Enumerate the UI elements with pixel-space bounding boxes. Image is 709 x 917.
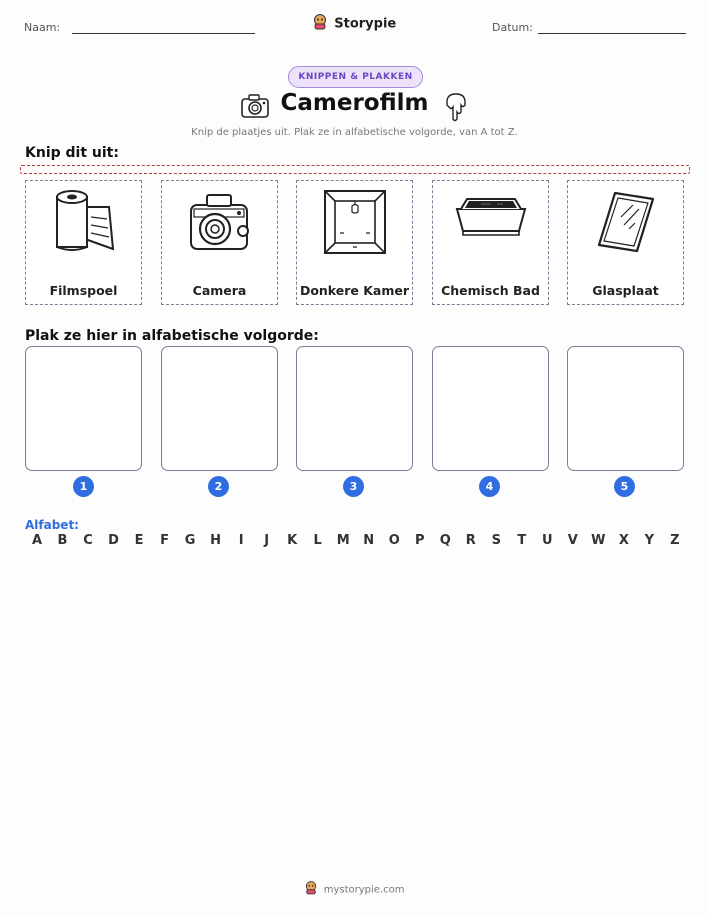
alphabet-letter: H [210, 533, 222, 548]
alphabet-letter: F [160, 533, 170, 548]
slot-number-badge: 1 [73, 476, 94, 497]
alphabet-letter: Z [670, 533, 680, 548]
paste-slot-3[interactable] [296, 346, 413, 471]
slot-number-badge: 2 [208, 476, 229, 497]
dark-room-icon [297, 187, 412, 261]
date-line[interactable] [538, 33, 686, 34]
alphabet-letter: P [414, 533, 425, 548]
alphabet-letter: E [134, 533, 144, 548]
alphabet-letter: K [287, 533, 298, 548]
cut-card-donkere-kamer[interactable] [296, 180, 413, 305]
cut-line [20, 165, 690, 174]
alphabet-letter: C [83, 533, 93, 548]
alphabet-heading: Alfabet: [25, 518, 79, 532]
chemical-bath-icon [433, 187, 548, 261]
storypie-logo-icon [305, 881, 317, 898]
alphabet-letter: L [313, 533, 322, 548]
alphabet-letter: A [31, 533, 43, 548]
alphabet-letter: M [336, 533, 350, 548]
slot-number-badge: 5 [614, 476, 635, 497]
paste-slot-2[interactable] [161, 346, 278, 471]
alphabet-letter: D [108, 533, 119, 548]
alphabet-letter: R [465, 533, 476, 548]
alphabet-letter: Q [439, 533, 451, 548]
cut-card-glasplaat[interactable] [567, 180, 684, 305]
cut-card-filmspoel[interactable] [25, 180, 142, 305]
paste-slot-4[interactable] [432, 346, 549, 471]
alphabet-letter: G [184, 533, 196, 548]
footer [0, 881, 709, 898]
alphabet-letter: U [542, 533, 553, 548]
storypie-logo-icon [313, 14, 327, 34]
paste-slot-5[interactable] [567, 346, 684, 471]
alphabet-letter: O [388, 533, 400, 548]
alphabet-letter: I [238, 533, 244, 548]
alphabet-row [26, 533, 686, 548]
name-label: Naam: [24, 21, 61, 34]
alphabet-letter: S [491, 533, 501, 548]
slot-number-badge: 3 [343, 476, 364, 497]
worksheet-type-badge: KNIPPEN & PLAKKEN [288, 66, 423, 88]
slot-number-badge: 4 [479, 476, 500, 497]
card-label: Glasplaat [592, 283, 659, 298]
camera-icon [162, 187, 277, 261]
film-roll-icon [26, 187, 141, 261]
alphabet-letter: T [517, 533, 527, 548]
alphabet-letter: Y [644, 533, 655, 548]
alphabet-letter: B [57, 533, 68, 548]
glass-plate-icon [568, 187, 683, 261]
cut-card-camera[interactable] [161, 180, 278, 305]
footer-url[interactable]: mystorypie.com [323, 884, 405, 896]
paste-slot-1[interactable] [25, 346, 142, 471]
alphabet-letter: N [363, 533, 375, 548]
brand-name: Storypie [334, 16, 397, 32]
paste-section-heading: Plak ze hier in alfabetische volgorde: [25, 328, 319, 344]
alphabet-letter: W [591, 533, 606, 548]
cut-section-heading: Knip dit uit: [25, 145, 119, 161]
brand [0, 14, 709, 34]
cut-card-chemisch-bad[interactable] [432, 180, 549, 305]
alphabet-letter: J [264, 533, 270, 548]
alphabet-letter: X [618, 533, 629, 548]
alphabet-letter: V [567, 533, 578, 548]
card-label: Filmspoel [49, 283, 118, 298]
card-label: Camera [192, 283, 247, 298]
card-label: Chemisch Bad [441, 283, 540, 298]
instructions: Knip de plaatjes uit. Plak ze in alfabetische volgorde, van A tot Z. [191, 127, 518, 138]
card-label: Donkere Kamer [299, 283, 410, 298]
page-title: Camerofilm [280, 90, 429, 116]
date-label: Datum: [492, 21, 533, 34]
drip-decoration-icon [444, 92, 468, 126]
